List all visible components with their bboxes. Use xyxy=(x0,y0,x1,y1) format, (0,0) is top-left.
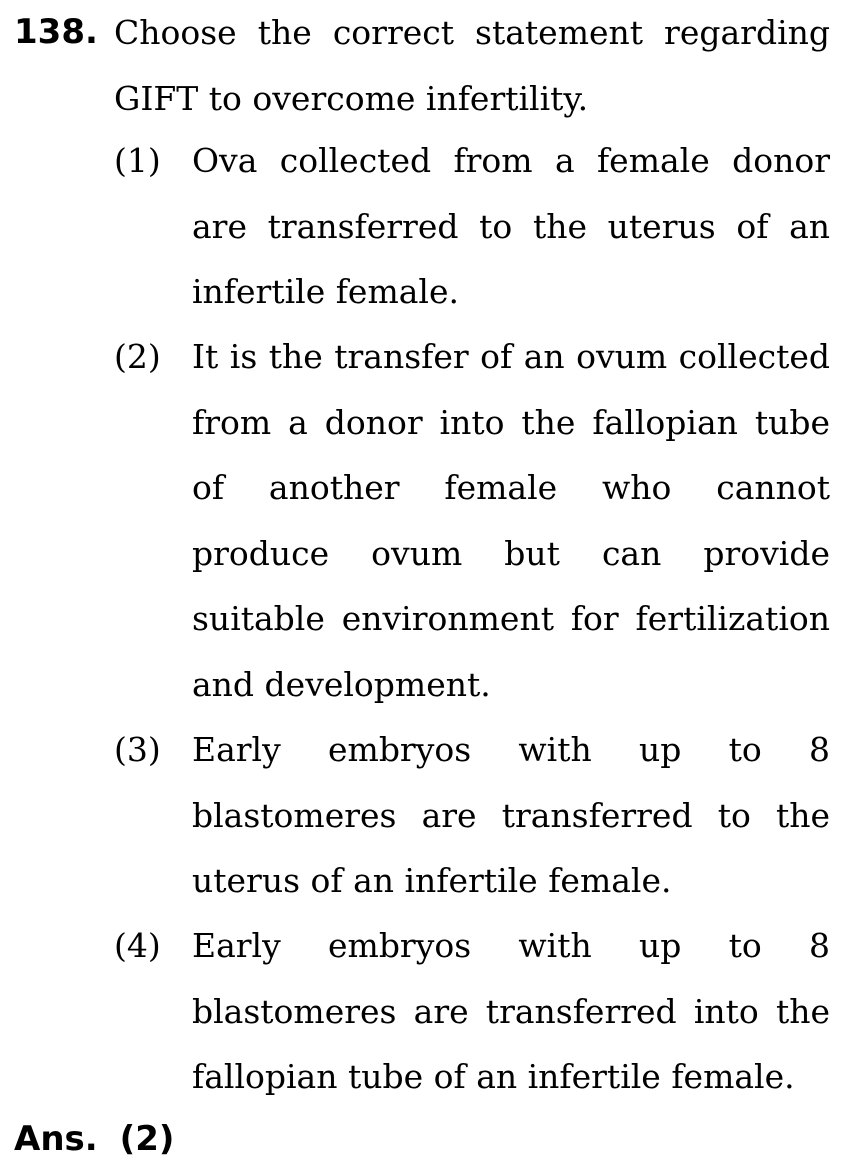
option-1-text: Ova collected from a female donor are transferred to the uterus of an infertile female. xyxy=(192,141,830,311)
answer-label: Ans. xyxy=(14,1119,98,1159)
option-3-text: Early embryos with up to 8 blastomeres are transferred to the uterus of an infertile female. xyxy=(192,730,830,900)
option-3-label: (3) xyxy=(114,730,161,769)
question-number: 138. xyxy=(14,12,98,52)
answer xyxy=(14,1113,174,1165)
option-2-label: (2) xyxy=(114,337,161,376)
option-4-label: (4) xyxy=(114,926,161,965)
answer-value: (2) xyxy=(119,1119,175,1159)
option-1-label: (1) xyxy=(114,141,161,180)
question-stem: Choose the correct statement regarding GIFT to overcome infertility. xyxy=(114,13,830,118)
option-4-text: Early embryos with up to 8 blastomeres are transferred into the fallopian tube of an infertile female. xyxy=(192,926,830,1096)
option-2-text: It is the transfer of an ovum collected from a donor into the fallopian tube of another female who cannot produce ovum but can provide suitable environment for fertilization and development. xyxy=(192,337,830,704)
